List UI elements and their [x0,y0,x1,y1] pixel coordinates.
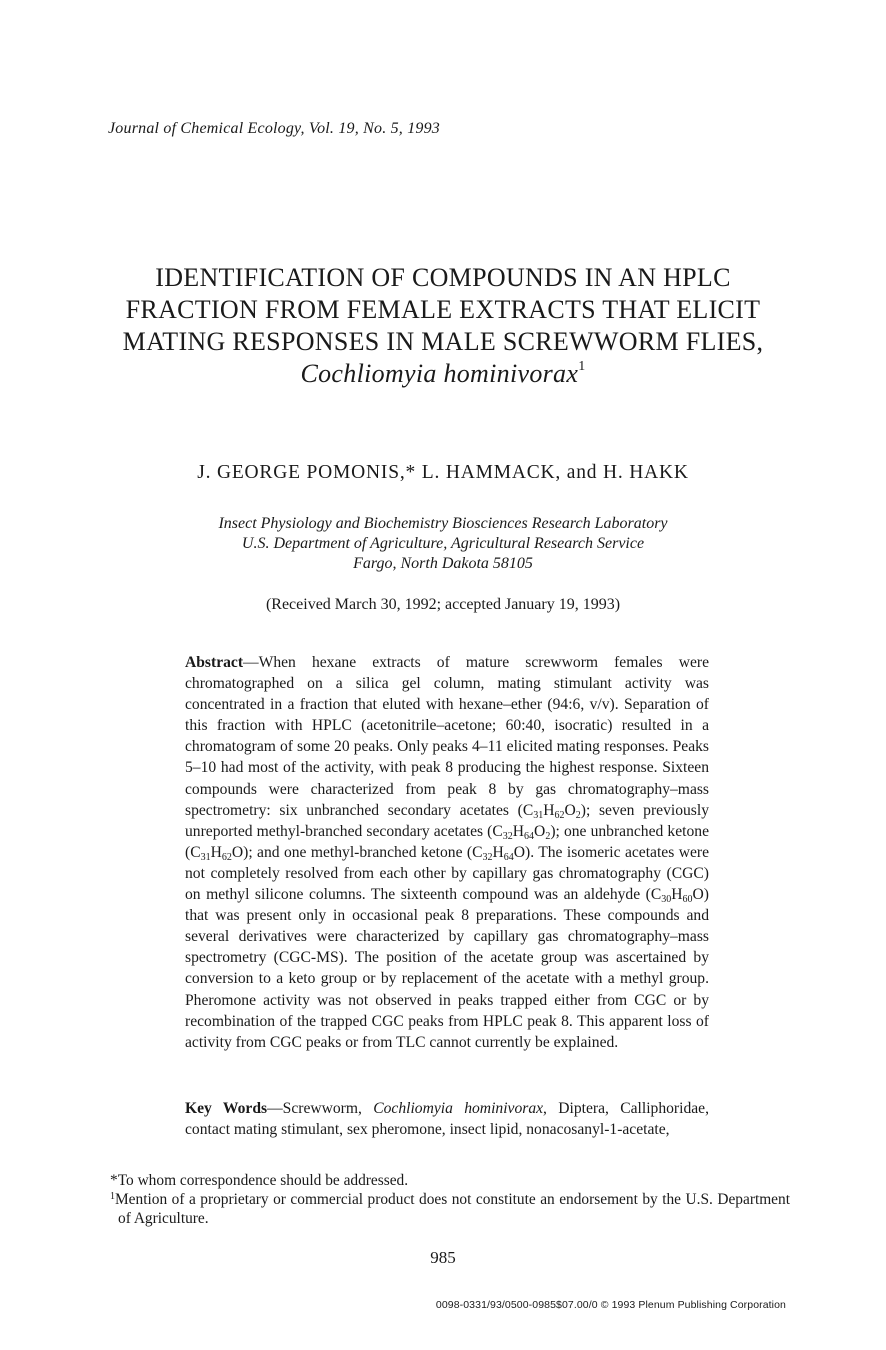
formula-sub: 32 [482,851,493,863]
abstract-text-6: ) that was present only in occasional peak 8 preparations. These compounds and several derivatives were characterized by capillary gas chromatography–mass spectrometry (CGC-MS). The position of the acetate group was ascertained by conversion to a keto group or by replacement of the acetate with a methyl group. Pheromone activity was not observed in peaks trapped either from CGC or by recombination of the trapped CGC peaks from HPLC peak 8. This apparent loss of activity from CGC peaks or from TLC cannot currently be explained. [185,886,709,1051]
title-species: Cochliomyia hominivorax [300,359,579,388]
affiliation [60,514,826,574]
formula-atom: H [492,843,504,861]
formula-sub: 64 [503,851,514,863]
formula-sub: 62 [554,809,565,821]
page-number: 985 [430,1248,456,1267]
footnote-correspondence: *To whom correspondence should be addressed. [110,1172,409,1189]
formula-atom: O [513,843,526,861]
footnote-marker: 1 [110,1191,115,1202]
abstract-text-5: ). The isomeric acetates were not completely resolved from each other by capillary gas chromatography (CGC) on methyl silicone columns. The sixteenth compound was an aldehyde (C [185,843,709,904]
formula-sub: 32 [502,830,513,842]
formula-sub: 30 [661,894,672,906]
keywords-label: Key Words [185,1100,268,1117]
formula-atom: H [210,843,222,861]
author-list: J. GEORGE POMONIS,* L. HAMMACK, and H. HAKK [197,462,689,483]
title-line-1: IDENTIFICATION OF COMPOUNDS IN AN HPLC [155,263,731,292]
formula-sub: 2 [545,830,551,842]
copyright-line: 0098-0331/93/0500-0985$07.00/0 © 1993 Plenum Publishing Corporation [435,1299,786,1311]
abstract-label: Abstract [185,654,244,671]
title-line-4 [60,358,826,390]
title-footnote-marker: 1 [578,359,586,374]
key-words [185,1098,709,1140]
formula-sub: 62 [221,851,232,863]
abstract-text-2: ); seven previously unreported methyl-branched secondary acetates (C [185,801,709,840]
received-dates: (Received March 30, 1992; accepted January 19, 1993) [265,596,621,613]
formula-atom: O [564,801,576,819]
abstract [185,652,709,1053]
formula-sub: 31 [533,809,544,821]
affiliation-line-2: U.S. Department of Agriculture, Agricultural Research Service [241,535,645,552]
abstract-text-4: ); and one methyl-branched ketone (C [243,843,483,861]
abstract-text-1: —When hexane extracts of mature screwworm females were chromatographed on a silica gel column, mating stimulant activity was concentrated in a fraction that eluted with hexane–ether (94:6, v/v). Separation of this fraction with HPLC (acetonitrile–acetone; 60:40, isocratic) resulted in a chromatogram of some 20 peaks. Only peaks 4–11 elicited mating responses. Peaks 5–10 had most of the activity, with peak 8 producing the highest response. Sixteen compounds were characterized from peak 8 by gas chromatography–mass spectrometry: six unbranched secondary acetates (C [185,654,709,819]
journal-citation: Journal of Chemical Ecology, Vol. 19, No. 5, 1993 [108,120,440,137]
formula-atom: H [543,801,555,819]
formula-sub: 31 [200,851,211,863]
formula-atom: O [534,822,546,840]
abstract-text-3: ); one unbranched ketone (C [185,822,709,861]
formula-sub: 64 [524,830,535,842]
affiliation-line-1: Insect Physiology and Biochemistry Biosciences Research Laboratory [218,515,668,532]
formula-atom: O [231,843,244,861]
formula-sub: 2 [575,809,581,821]
affiliation-line-3: Fargo, North Dakota 58105 [353,555,533,572]
formula-atom: O [692,886,704,904]
formula-sub: 60 [682,894,693,906]
keywords-species: Cochliomyia hominivorax [373,1100,544,1117]
footnotes [110,1171,790,1228]
formula-atom: H [671,886,683,904]
footnote-disclaimer-text: Mention of a proprietary or commercial product does not constitute an endorsement by the U.S. Department of Agriculture. [115,1191,790,1227]
formula-atom: H [512,822,525,840]
article-title [60,262,826,390]
keywords-rest: , Diptera, Calliphoridae, contact mating stimulant, sex pheromone, insect lipid, nonacosanyl-1-acetate, [185,1100,709,1139]
keywords-dash: —Screwworm, [267,1100,374,1117]
footnote-disclaimer [110,1190,790,1228]
title-line-3: MATING RESPONSES IN MALE SCREWWORM FLIES, [122,327,764,356]
title-line-2: FRACTION FROM FEMALE EXTRACTS THAT ELICIT [125,295,761,324]
